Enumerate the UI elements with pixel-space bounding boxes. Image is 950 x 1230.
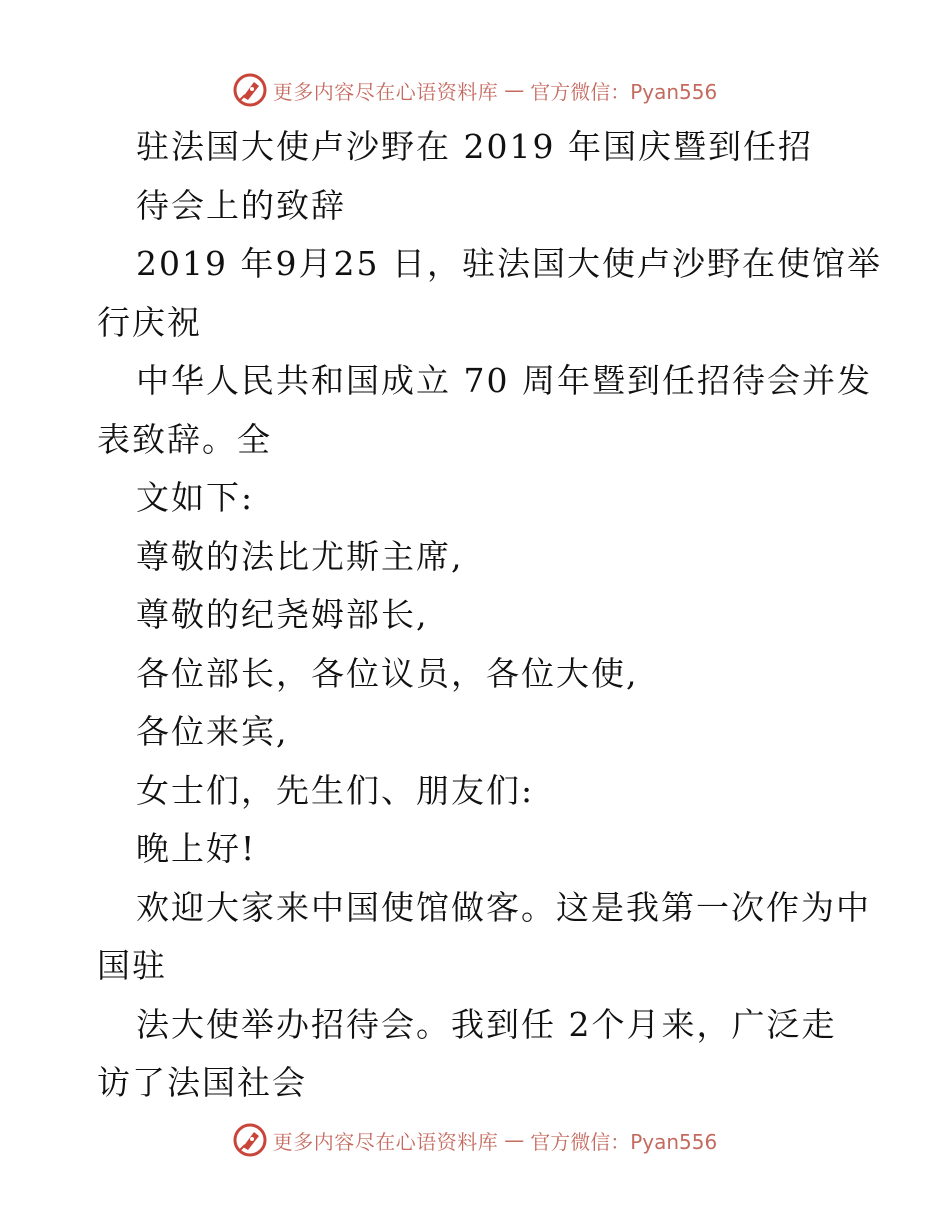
text-line: 各位部长，各位议员，各位大使, — [136, 653, 639, 693]
text-line: 行庆祝 — [97, 302, 202, 342]
text-line: 驻法国大使卢沙野在 2019 年国庆暨到任招 — [136, 127, 813, 166]
watermark-text: 更多内容尽在心语资料库 — [272, 1129, 499, 1154]
watermark-separator: — — [504, 78, 525, 102]
watermark-wechat: 官方微信：Pyan556 — [530, 1129, 718, 1154]
text-line: 晚上好! — [136, 829, 257, 868]
watermark-wechat: 官方微信：Pyan556 — [530, 79, 718, 104]
text-line: 访了法国社会 — [97, 1063, 307, 1102]
text-line: 法大使举办招待会。我到任 2个月来，广泛走 — [136, 1004, 837, 1044]
text-line: 各位来宾, — [136, 712, 289, 751]
watermark-separator: — — [504, 1128, 525, 1152]
text-line: 欢迎大家来中国使馆做客。这是我第一次作为中 — [136, 887, 871, 927]
text-line: 表致辞。全 — [97, 419, 272, 459]
text-line: 尊敬的法比尤斯主席, — [136, 536, 464, 576]
text-line: 中华人民共和国成立 70 周年暨到任招待会并发 — [136, 361, 872, 400]
text-line: 国驻 — [97, 946, 167, 985]
pen-nib-seal-icon — [233, 73, 267, 107]
text-line: 尊敬的纪尧姆部长, — [136, 595, 429, 634]
watermark-text: 更多内容尽在心语资料库 — [272, 79, 499, 104]
document-body — [97, 118, 882, 1113]
header-watermark — [0, 70, 950, 110]
text-line: 待会上的致辞 — [136, 185, 346, 225]
footer-watermark — [0, 1120, 950, 1160]
pen-nib-seal-icon — [233, 1123, 267, 1157]
text-line: 2019 年9月25 日，驻法国大使卢沙野在使馆举 — [136, 244, 882, 283]
text-line: 女士们，先生们、朋友们: — [136, 770, 535, 810]
text-line: 文如下: — [136, 478, 255, 517]
